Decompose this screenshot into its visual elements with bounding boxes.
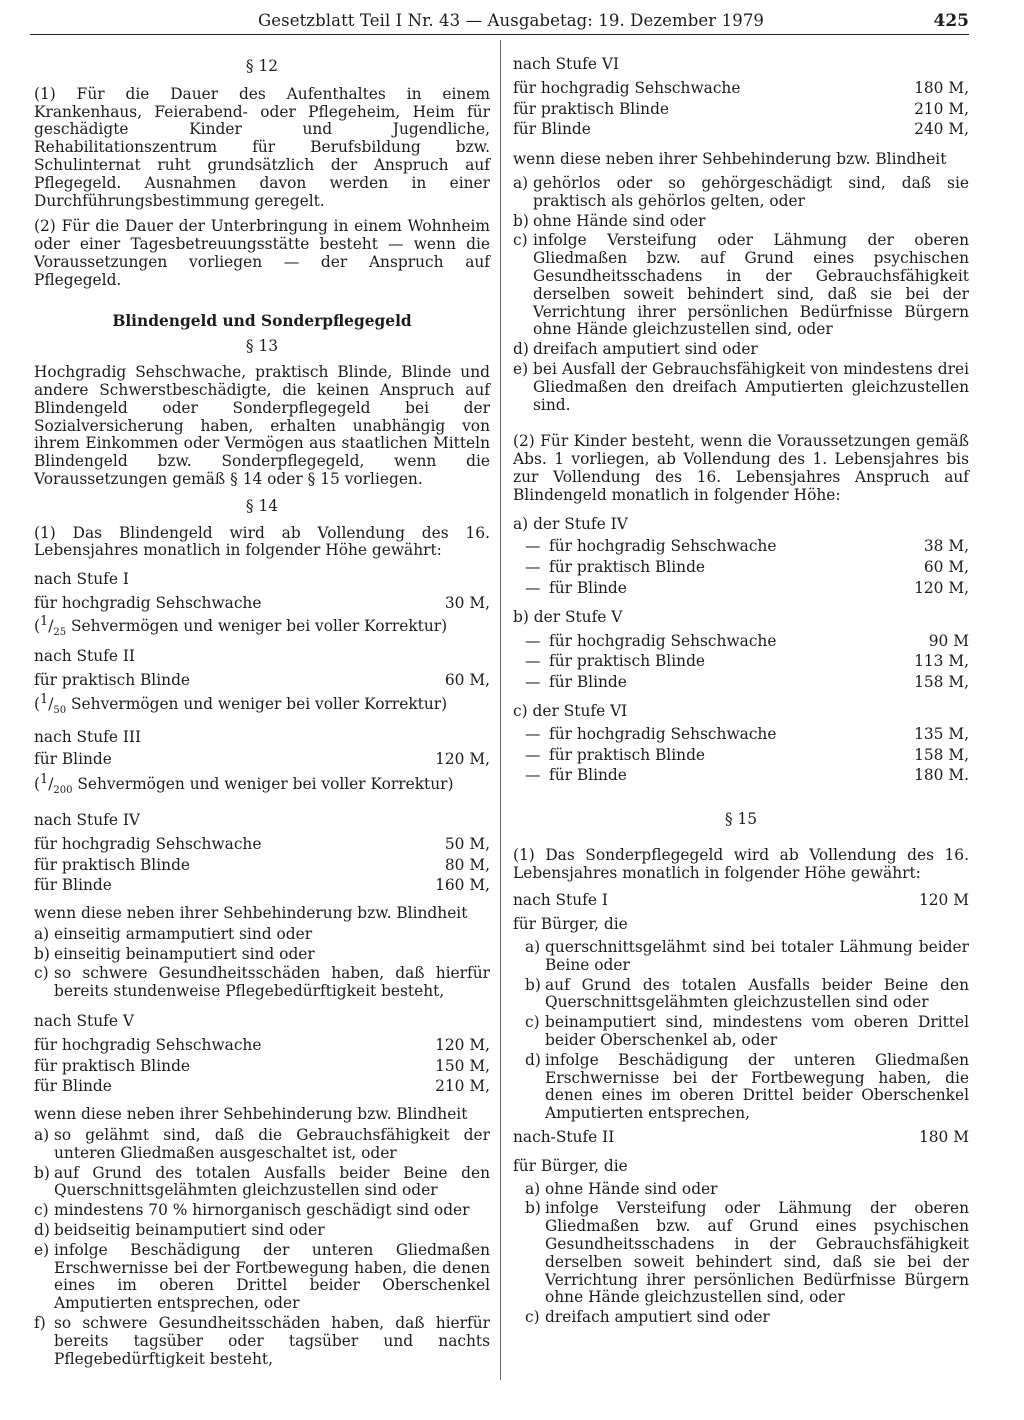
list-text: infolge Versteifung oder Lähmung der oberen Gliedmaßen bzw. auf Grund eines psychischen Gesundheitsschadens in der Gebrauchsfähigkeit derselben soweit behindert sind, daß sie bei der Verrichtung ihrer persönlichen Bedürfnisse Bürgern ohne Hände gleichzustellen sind, oder <box>533 231 969 339</box>
dash-amount-line <box>513 767 969 785</box>
fraction-denominator: 25 <box>53 626 67 638</box>
amount-value: 135 M, <box>914 724 969 743</box>
amount-value: 158 M, <box>914 745 969 764</box>
vision-note: ($^1/_{200}$ Sehvermögen und weniger bei voller Korrektur) <box>34 771 454 797</box>
list-item <box>34 1165 490 1201</box>
vision-note: ($^1/_{50}$ Sehvermögen und weniger bei voller Korrektur) <box>34 692 448 717</box>
list-text: ohne Hände sind oder <box>533 211 706 230</box>
list-marker: c) <box>34 1201 49 1220</box>
amount-list <box>34 1037 490 1096</box>
amount-label: für Blinde <box>549 766 627 785</box>
amount-value: 50 M, <box>444 834 490 853</box>
dash-marker: — <box>525 558 541 577</box>
fraction-denominator: 50 <box>53 705 67 717</box>
list-marker: d) <box>34 1221 50 1240</box>
list-item <box>513 361 969 414</box>
amount-line <box>513 80 969 98</box>
amount-value: 180 M <box>918 1128 969 1147</box>
kinder-stufe-title: c) der Stufe VI <box>513 701 628 720</box>
list-text: querschnittsgelähmt sind bei totaler Lähmung beider Beine oder <box>545 938 969 974</box>
list-item <box>513 977 969 1013</box>
note-text: Sehvermögen und weniger bei voller Korrektur) <box>66 616 448 635</box>
note-text: Sehvermögen und weniger bei voller Korrektur) <box>72 775 454 794</box>
amount-value: 60 M, <box>923 558 969 577</box>
list-text: einseitig armamputiert sind oder <box>54 924 313 943</box>
list-marker: e) <box>34 1240 50 1259</box>
list-text: dreifach amputiert sind oder <box>545 1308 770 1327</box>
amount-list <box>513 538 969 597</box>
amount-label: für Blinde <box>549 673 627 692</box>
condition-intro: wenn diese neben ihrer Sehbehinderung bzw. Blindheit <box>34 1105 468 1124</box>
amount-list <box>34 836 490 895</box>
amount-value: 120 M <box>918 891 969 910</box>
list-text: beidseitig beinamputiert sind oder <box>54 1221 325 1240</box>
list-text: infolge Beschädigung der unteren Gliedmaßen Erschwernisse bei der Fortbewegung haben, die denen eines im oberen Drittel beider Oberschenkel Amputierten entsprechen, <box>545 1050 969 1123</box>
amount-label: für Blinde <box>34 1077 112 1096</box>
list-item <box>513 1052 969 1123</box>
stufe-title: nach-Stufe II <box>513 1128 615 1147</box>
amount-label: für Blinde <box>513 120 591 139</box>
list-text: infolge Beschädigung der unteren Gliedmaßen Erschwernisse bei der Fortbewegung haben, die denen eines im oberen Drittel beider Oberschenkel Amputierten entsprechen, oder <box>54 1240 490 1313</box>
dash-marker: — <box>525 673 541 692</box>
stufe-title: nach Stufe IV <box>34 810 141 829</box>
list-text: beinamputiert sind, mindestens vom oberen Drittel beider Oberschenkel ab, oder <box>545 1013 969 1050</box>
amount-value: 38 M, <box>923 537 969 556</box>
amount-line <box>34 1037 490 1055</box>
amount-value: 150 M, <box>435 1056 490 1075</box>
list-text: auf Grund des totalen Ausfalls beider Beine den Querschnittsgelähmten gleichzustellen sind oder <box>54 1163 490 1200</box>
amount-value: 80 M, <box>444 855 490 874</box>
dash-amount-line <box>513 653 969 671</box>
stufe-title: nach Stufe I <box>513 891 608 910</box>
list-text: gehörlos oder so gehörgeschädigt sind, daß sie praktisch als gehörlos gelten, oder <box>533 173 969 210</box>
dash-amount-line <box>513 726 969 744</box>
amount-line <box>34 672 490 690</box>
paragraph-12-1: (1) Für die Dauer des Aufenthaltes in einem Krankenhaus, Feierabend- oder Pflegeheim, Heim für geschädigte Kinder und Jugendliche, Rehabilitationszentrum für Berufsbildung bzw. Schulinternat ruht grundsätzlich der Anspruch auf Pflegegeld. Ausnahmen davon werden in einer Durchführungsbestimmung geregelt. <box>34 84 490 210</box>
section-heading-13: § 13 <box>245 337 279 356</box>
amount-value: 210 M, <box>435 1077 490 1096</box>
fraction-numerator: 1 <box>40 771 49 787</box>
list-item <box>513 1181 969 1199</box>
amount-label: für praktisch Blinde <box>549 745 706 764</box>
dash-marker: — <box>525 652 541 671</box>
list-marker: b) <box>525 975 541 994</box>
list-item <box>34 946 490 964</box>
list-marker: b) <box>525 1199 541 1218</box>
amount-value: 30 M, <box>444 593 490 612</box>
amount-value: 180 M, <box>914 78 969 97</box>
list-item <box>34 1242 490 1313</box>
amount-value: 113 M, <box>914 652 969 671</box>
list-marker: d) <box>513 340 529 359</box>
paragraph-15-1: (1) Das Sonderpflegegeld wird ab Vollendung des 16. Lebensjahres monatlich in folgender Höhe gewährt: <box>513 845 969 882</box>
list-text: einseitig beinamputiert sind oder <box>54 944 315 963</box>
list-text: so gelähmt sind, daß die Gebrauchsfähigkeit der unteren Gliedmaßen ausgeschaltet ist, oder <box>54 1126 490 1162</box>
fraction-numerator: 1 <box>40 613 49 629</box>
list-marker: b) <box>513 211 529 230</box>
amount-label: für praktisch Blinde <box>34 670 191 689</box>
amount-value: 158 M, <box>914 673 969 692</box>
stufe-amount-line <box>513 1129 969 1147</box>
header-title: Gesetzblatt Teil I Nr. 43 — Ausgabetag: 19. Dezember 1979 <box>258 11 765 30</box>
list-marker: a) <box>513 173 529 192</box>
list-item <box>513 341 969 359</box>
list-marker: c) <box>525 1013 540 1032</box>
list-marker: b) <box>34 1163 50 1182</box>
section-heading-14: § 14 <box>245 496 279 515</box>
amount-label: für hochgradig Sehschwache <box>34 1035 262 1054</box>
dash-amount-line <box>513 538 969 556</box>
list-text: so schwere Gesundheitsschäden haben, daß hierfür bereits stundenweise Pflegebedürftigkeit besteht, <box>54 964 490 1001</box>
dash-marker: — <box>525 745 541 764</box>
amount-label: für praktisch Blinde <box>34 855 191 874</box>
stufe-title: nach Stufe II <box>34 646 136 665</box>
amount-line <box>34 595 490 613</box>
amount-line <box>34 751 490 769</box>
list-item <box>513 175 969 211</box>
condition-intro: für Bürger, die <box>513 915 628 934</box>
paragraph-14-1: (1) Das Blindengeld wird ab Vollendung des 16. Lebensjahres monatlich in folgender Höhe gewährt: <box>34 523 490 560</box>
stufe-title: nach Stufe I <box>34 570 129 589</box>
amount-line <box>34 877 490 895</box>
amount-label: für hochgradig Sehschwache <box>549 537 777 556</box>
list-item <box>34 1222 490 1240</box>
vision-note: ($^1/_{25}$ Sehvermögen und weniger bei voller Korrektur) <box>34 613 448 638</box>
amount-list <box>513 726 969 785</box>
paragraph-12-2: (2) Für die Dauer der Unterbringung in einem Wohnheim oder einer Tagesbetreuungsstätte besteht — wenn die Voraussetzungen vorliegen — der Anspruch auf Pflegegeld. <box>34 217 490 289</box>
dash-amount-line <box>513 633 969 651</box>
amount-value: 90 M <box>928 631 969 650</box>
page-number: 425 <box>933 11 969 31</box>
amount-label: für praktisch Blinde <box>513 99 670 118</box>
amount-line <box>34 857 490 875</box>
list-text: auf Grund des totalen Ausfalls beider Beine den Querschnittsgelähmten gleichzustellen sind oder <box>545 975 969 1012</box>
fraction-denominator: 200 <box>53 785 73 797</box>
list-marker: a) <box>525 938 541 957</box>
column-divider <box>500 40 501 1380</box>
section-title: Blindengeld und Sonderpflegegeld <box>112 311 412 330</box>
amount-label: für praktisch Blinde <box>549 558 706 577</box>
list-item <box>34 1202 490 1220</box>
amount-label: für praktisch Blinde <box>34 1056 191 1075</box>
dash-amount-line <box>513 559 969 577</box>
left-column <box>34 50 490 1368</box>
amount-list <box>513 80 969 139</box>
dash-marker: — <box>525 724 541 743</box>
amount-line <box>34 1078 490 1096</box>
list-item <box>513 213 969 231</box>
fraction-numerator: 1 <box>40 692 49 708</box>
list-marker: e) <box>513 359 529 378</box>
list-marker: c) <box>34 964 49 983</box>
list-text: infolge Versteifung oder Lähmung der oberen Gliedmaßen bzw. auf Grund eines psychischen Gesundheitsschadens in der Gebrauchsfähigkeit derselben soweit behindert sind, daß sie bei der Verrichtung ihrer persönlichen Bedürfnisse Bürgern ohne Hände gleichzustellen sind, oder <box>545 1199 969 1307</box>
condition-intro: wenn diese neben ihrer Sehbehinderung bzw. Blindheit <box>34 904 468 923</box>
amount-label: für hochgradig Sehschwache <box>549 724 777 743</box>
list-text: dreifach amputiert sind oder <box>533 340 758 359</box>
kinder-stufe-title: a) der Stufe IV <box>513 514 628 533</box>
amount-value: 180 M. <box>914 766 969 785</box>
page-header <box>30 6 969 35</box>
section-heading-12: § 12 <box>245 57 279 75</box>
amount-line <box>34 1058 490 1076</box>
dash-amount-line <box>513 674 969 692</box>
right-column <box>513 56 969 1327</box>
paragraph-14-2: (2) Für Kinder besteht, wenn die Voraussetzungen gemäß Abs. 1 vorliegen, ab Vollendung des 1. Lebensjahres bis zur Vollendung des 16. Lebensjahres Anspruch auf Blindengeld monatlich in folgender Höhe: <box>513 432 969 504</box>
stufe-title: nach Stufe III <box>34 728 142 747</box>
amount-label: für hochgradig Sehschwache <box>34 593 262 612</box>
dash-amount-line <box>513 580 969 598</box>
list-marker: f) <box>34 1314 46 1333</box>
list-marker: a) <box>525 1179 541 1198</box>
amount-line <box>513 101 969 119</box>
list-item <box>34 926 490 944</box>
dash-marker: — <box>525 537 541 556</box>
list-marker: c) <box>525 1308 540 1327</box>
list-text: bei Ausfall der Gebrauchsfähigkeit von mindestens drei Gliedmaßen den dreifach Amputierten gleichzustellen sind. <box>533 359 969 414</box>
dash-marker: — <box>525 578 541 597</box>
amount-label: für Blinde <box>34 750 112 769</box>
stufe-title: nach Stufe VI <box>513 55 620 73</box>
list-item <box>34 1315 490 1368</box>
section-heading-15: § 15 <box>724 810 758 829</box>
list-item <box>513 1014 969 1050</box>
condition-intro: für Bürger, die <box>513 1156 628 1175</box>
list-text: so schwere Gesundheitsschäden haben, daß hierfür bereits tagsüber oder tagsüber und nachts Pflegebedürftigkeit besteht, <box>54 1314 490 1368</box>
dash-marker: — <box>525 766 541 785</box>
note-text: Sehvermögen und weniger bei voller Korrektur) <box>66 695 448 714</box>
list-text: ohne Hände sind oder <box>545 1179 718 1198</box>
amount-label: für praktisch Blinde <box>549 652 706 671</box>
amount-label: für Blinde <box>34 876 112 895</box>
list-item <box>513 232 969 339</box>
list-item <box>513 1200 969 1307</box>
list-marker: b) <box>34 944 50 963</box>
amount-label: für hochgradig Sehschwache <box>513 78 741 97</box>
dash-amount-line <box>513 747 969 765</box>
amount-label: für Blinde <box>549 578 627 597</box>
kinder-stufe-title: b) der Stufe V <box>513 607 623 626</box>
amount-line <box>34 836 490 854</box>
list-item <box>513 939 969 975</box>
amount-value: 160 M, <box>435 876 490 895</box>
amount-value: 120 M, <box>435 750 490 769</box>
dash-marker: — <box>525 631 541 650</box>
list-marker: a) <box>34 924 50 943</box>
paragraph-13: Hochgradig Sehschwache, praktisch Blinde, Blinde und andere Schwerstbeschädigte, die keinen Anspruch auf Blindengeld oder Sonderpflegegeld bei der Sozialversicherung haben, erhalten unabhängig von ihrem Einkommen oder Vermögen aus staatlichen Mitteln Blindengeld bzw. Sonderpflegegeld, wenn die Voraussetzungen gemäß § 14 oder § 15 vorliegen. <box>34 363 490 488</box>
list-item <box>34 1127 490 1163</box>
amount-value: 120 M, <box>914 578 969 597</box>
stufe-amount-line <box>513 892 969 910</box>
amount-line <box>513 121 969 139</box>
amount-label: für hochgradig Sehschwache <box>34 834 262 853</box>
amount-value: 120 M, <box>435 1035 490 1054</box>
amount-value: 60 M, <box>444 670 490 689</box>
list-text: mindestens 70 % hirnorganisch geschädigt sind oder <box>54 1201 470 1220</box>
list-marker: c) <box>513 231 528 250</box>
list-item <box>513 1309 969 1327</box>
amount-list <box>513 633 969 692</box>
list-marker: d) <box>525 1050 541 1069</box>
amount-label: für hochgradig Sehschwache <box>549 631 777 650</box>
list-item <box>34 965 490 1001</box>
amount-value: 210 M, <box>914 99 969 118</box>
amount-value: 240 M, <box>914 120 969 139</box>
list-marker: a) <box>34 1126 50 1145</box>
condition-intro: wenn diese neben ihrer Sehbehinderung bzw. Blindheit <box>513 150 947 169</box>
stufe-title: nach Stufe V <box>34 1012 134 1031</box>
